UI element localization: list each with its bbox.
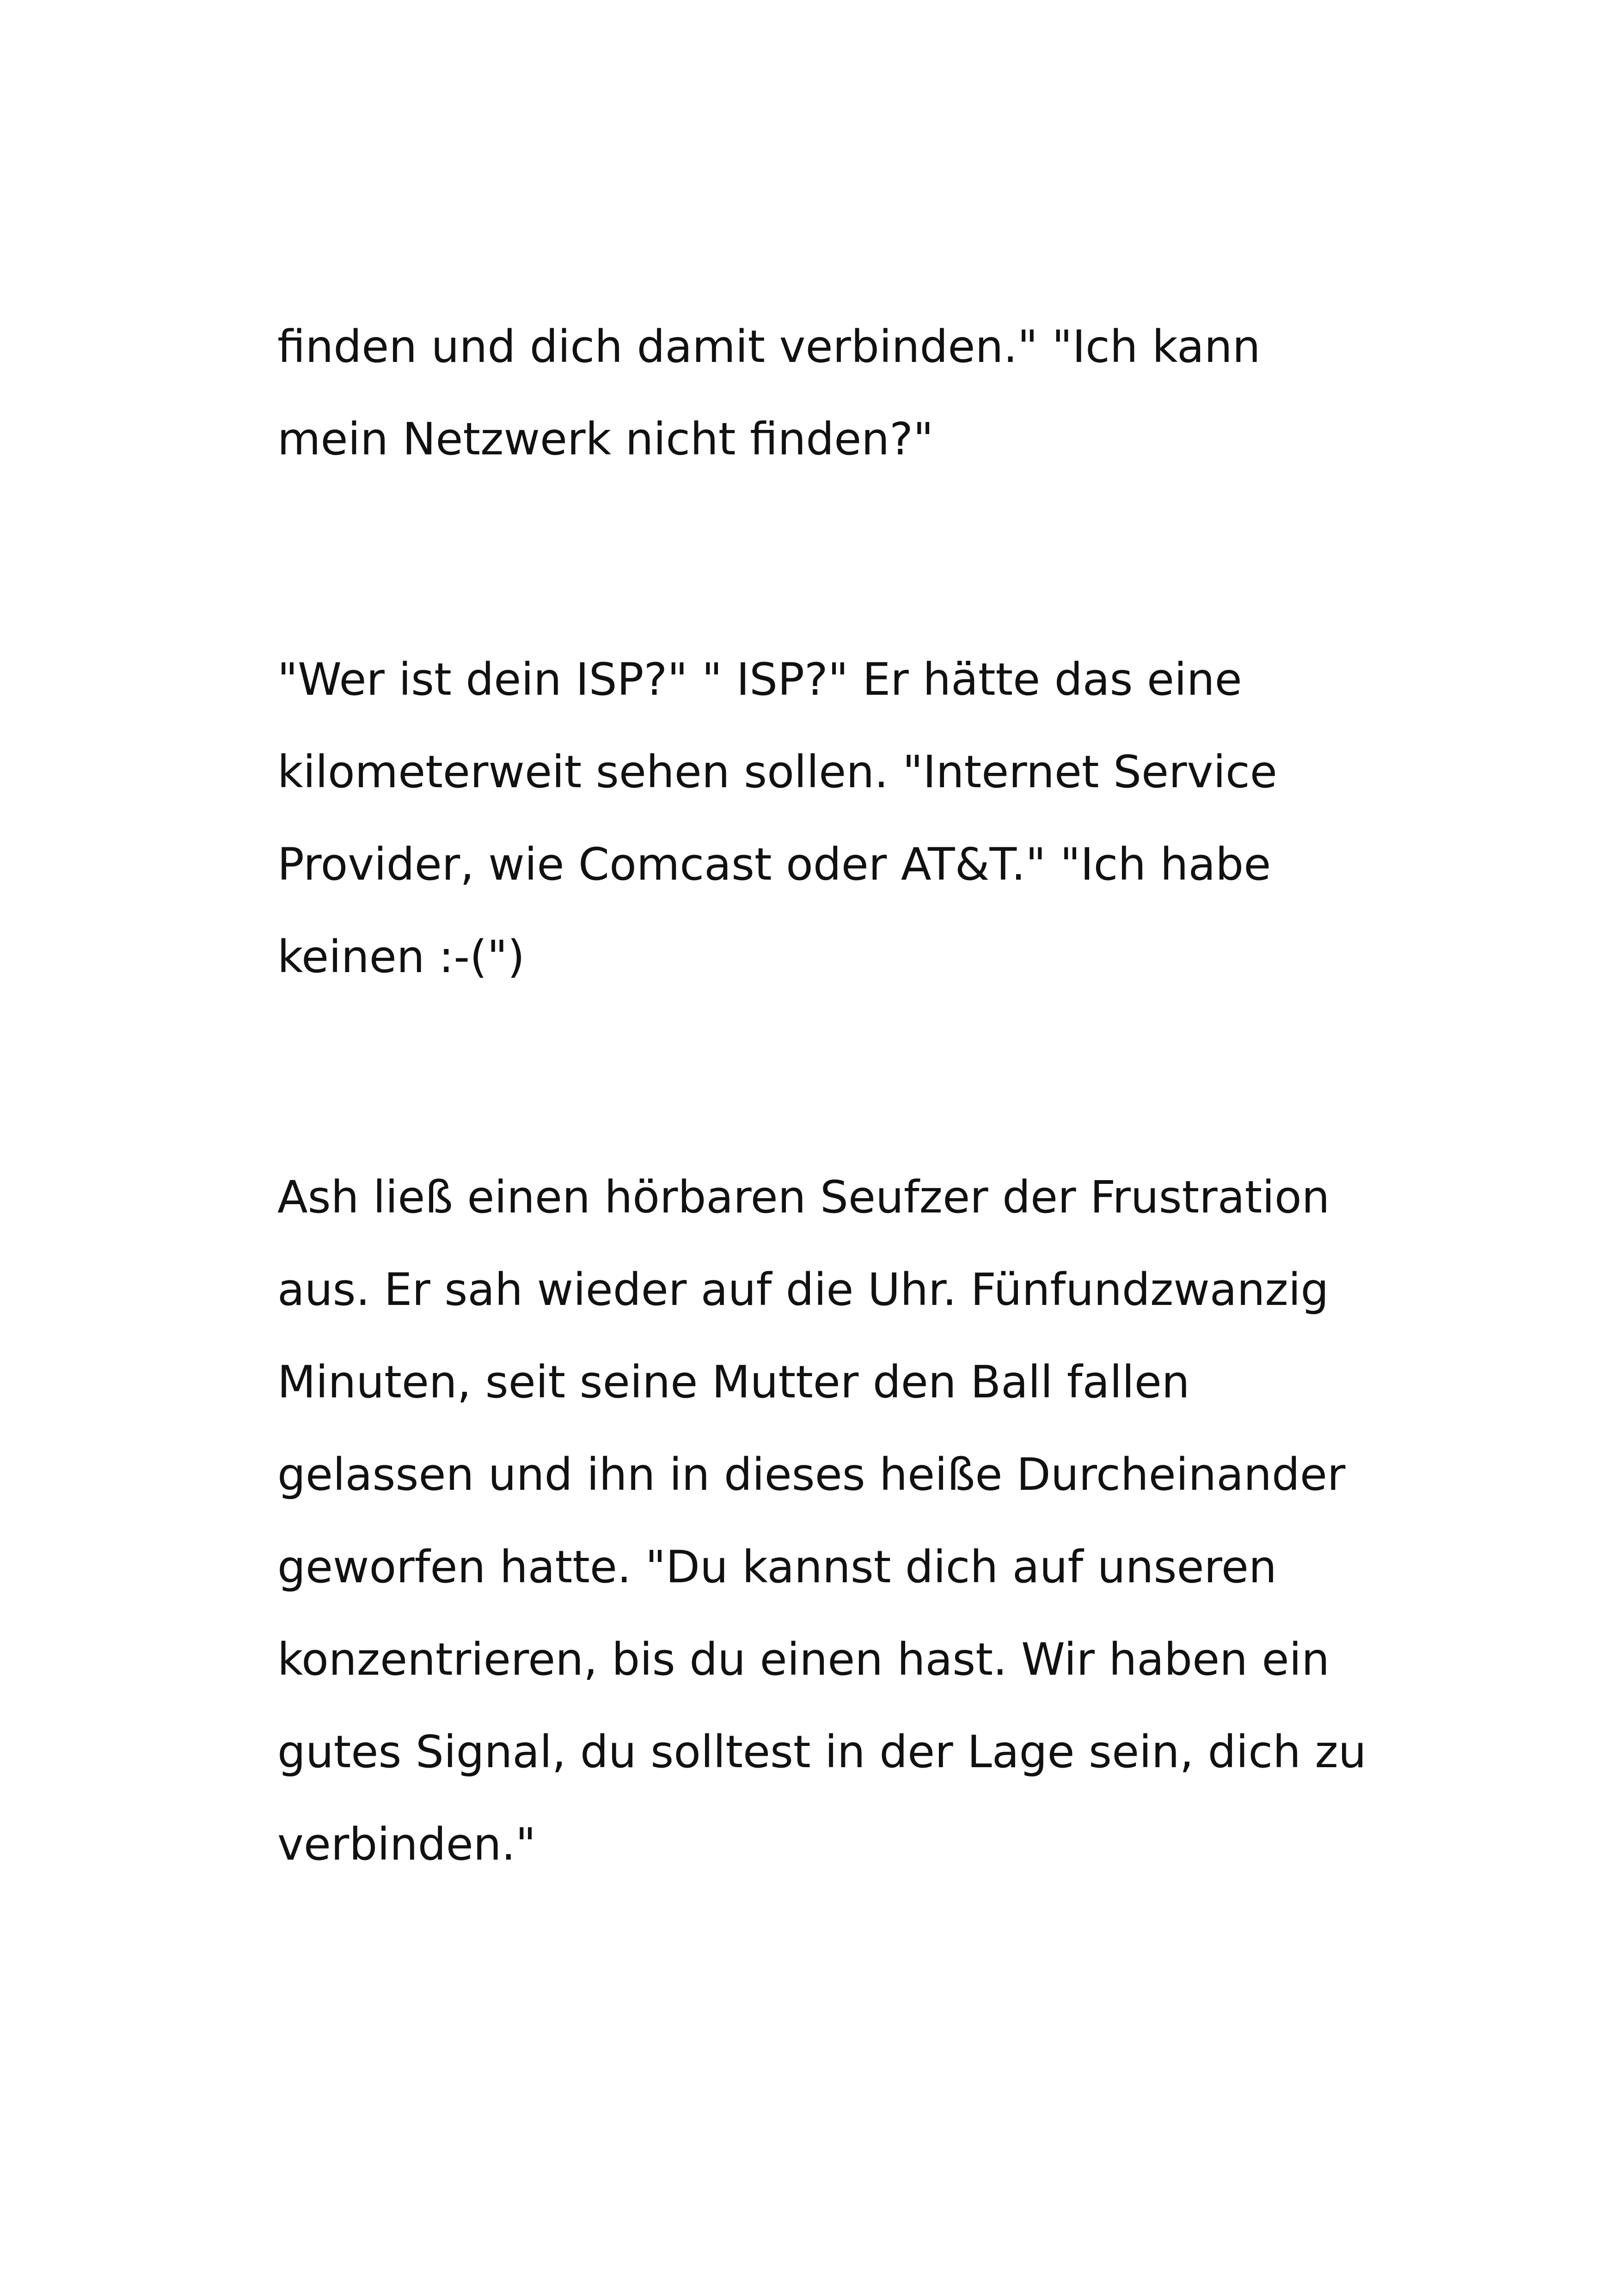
text-line: kilometerweit sehen sollen. "Internet Service	[277, 746, 1277, 798]
text-line: mein Netzwerk nicht finden?"	[277, 413, 934, 465]
text-line: aus. Er sah wieder auf die Uhr. Fünfundzwanzig	[277, 1264, 1329, 1316]
text-line: Ash ließ einen hörbaren Seufzer der Frustration	[277, 1171, 1330, 1223]
text-line: "Wer ist dein ISP?" " ISP?" Er hätte das eine	[277, 654, 1242, 705]
text-line: gutes Signal, du solltest in der Lage sein, dich zu	[277, 1726, 1367, 1778]
text-line: verbinden."	[277, 1818, 536, 1870]
text-line: Minuten, seit seine Mutter den Ball fallen	[277, 1356, 1190, 1408]
text-line: finden und dich damit verbinden." "Ich kann	[277, 321, 1261, 373]
text-line: gelassen und ihn in dieses heiße Durcheinander	[277, 1449, 1346, 1500]
paragraph-2	[277, 633, 1387, 1003]
text-line: konzentrieren, bis du einen hast. Wir haben ein	[277, 1634, 1330, 1685]
text-line: geworfen hatte. "Du kannst dich auf unseren	[277, 1541, 1277, 1593]
text-line: keinen :-(")	[277, 931, 525, 983]
paragraph-3	[277, 1151, 1387, 1891]
paragraph-1	[277, 300, 1387, 485]
text-line: Provider, wie Comcast oder AT&T." "Ich habe	[277, 839, 1271, 890]
